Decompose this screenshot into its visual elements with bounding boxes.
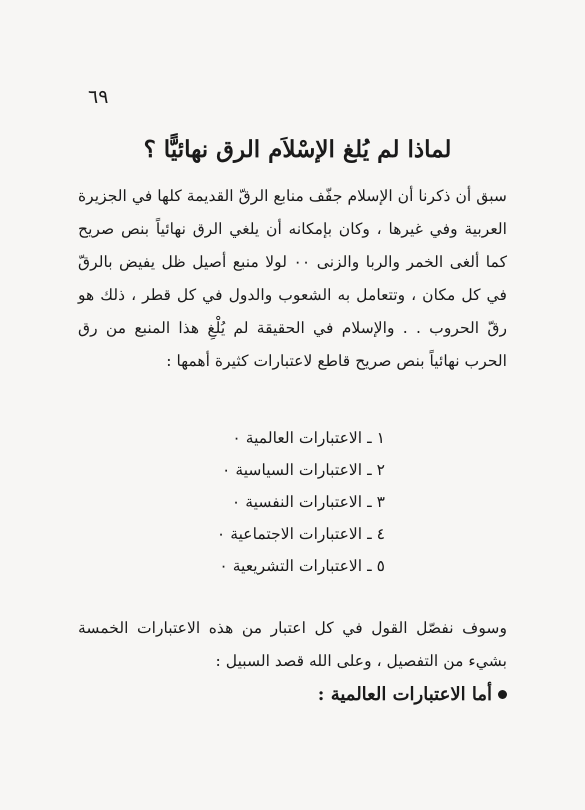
bullet-icon (498, 690, 507, 699)
consideration-item: ٣ ـ الاعتبارات النفسية ۰ (231, 493, 385, 511)
chapter-title: لماذا لم يُلغ الإسْلاَم الرق نهائيًّا ؟ (143, 136, 452, 163)
section-heading-text: أما الاعتبارات العالمية : (317, 684, 492, 705)
consideration-item: ٢ ـ الاعتبارات السياسية ۰ (222, 461, 385, 479)
outro-paragraph: وسوف نفصّل القول في كل اعتبار من هذه الاعتبارات الخمسة بشيء من التفصيل ، وعلى الله قصد السبيل : (78, 619, 507, 670)
page-number: ٦٩ (88, 86, 109, 108)
section-heading (318, 684, 507, 705)
consideration-item: ٥ ـ الاعتبارات التشريعية ۰ (219, 557, 385, 575)
consideration-item: ٤ ـ الاعتبارات الاجتماعية ۰ (216, 525, 385, 543)
consideration-item: ١ ـ الاعتبارات العالمية ۰ (232, 429, 385, 447)
intro-paragraph: سبق أن ذكرنا أن الإسلام جفّف منابع الرقّ القديمة كلها في الجزيرة العربية وفي غيرها ، وكان بإمكانه أن يلغي الرق نهائياً بنص صريح كما ألغى الخمر والربا والزنى ۰۰ لولا منبع أصيل ظل يفيض بالرقّ في كل مكان ، وتتعامل به الشعوب والدول في كل قطر ، ذلك هو رقّ الحروب . . والإسلام في الحقيقة لم يُلْغِ هذا المنبع من رق الحرب نهائياً بنص صريح قاطع لاعتبارات كثيرة أهمها : (78, 187, 507, 370)
considerations-list (217, 422, 385, 582)
